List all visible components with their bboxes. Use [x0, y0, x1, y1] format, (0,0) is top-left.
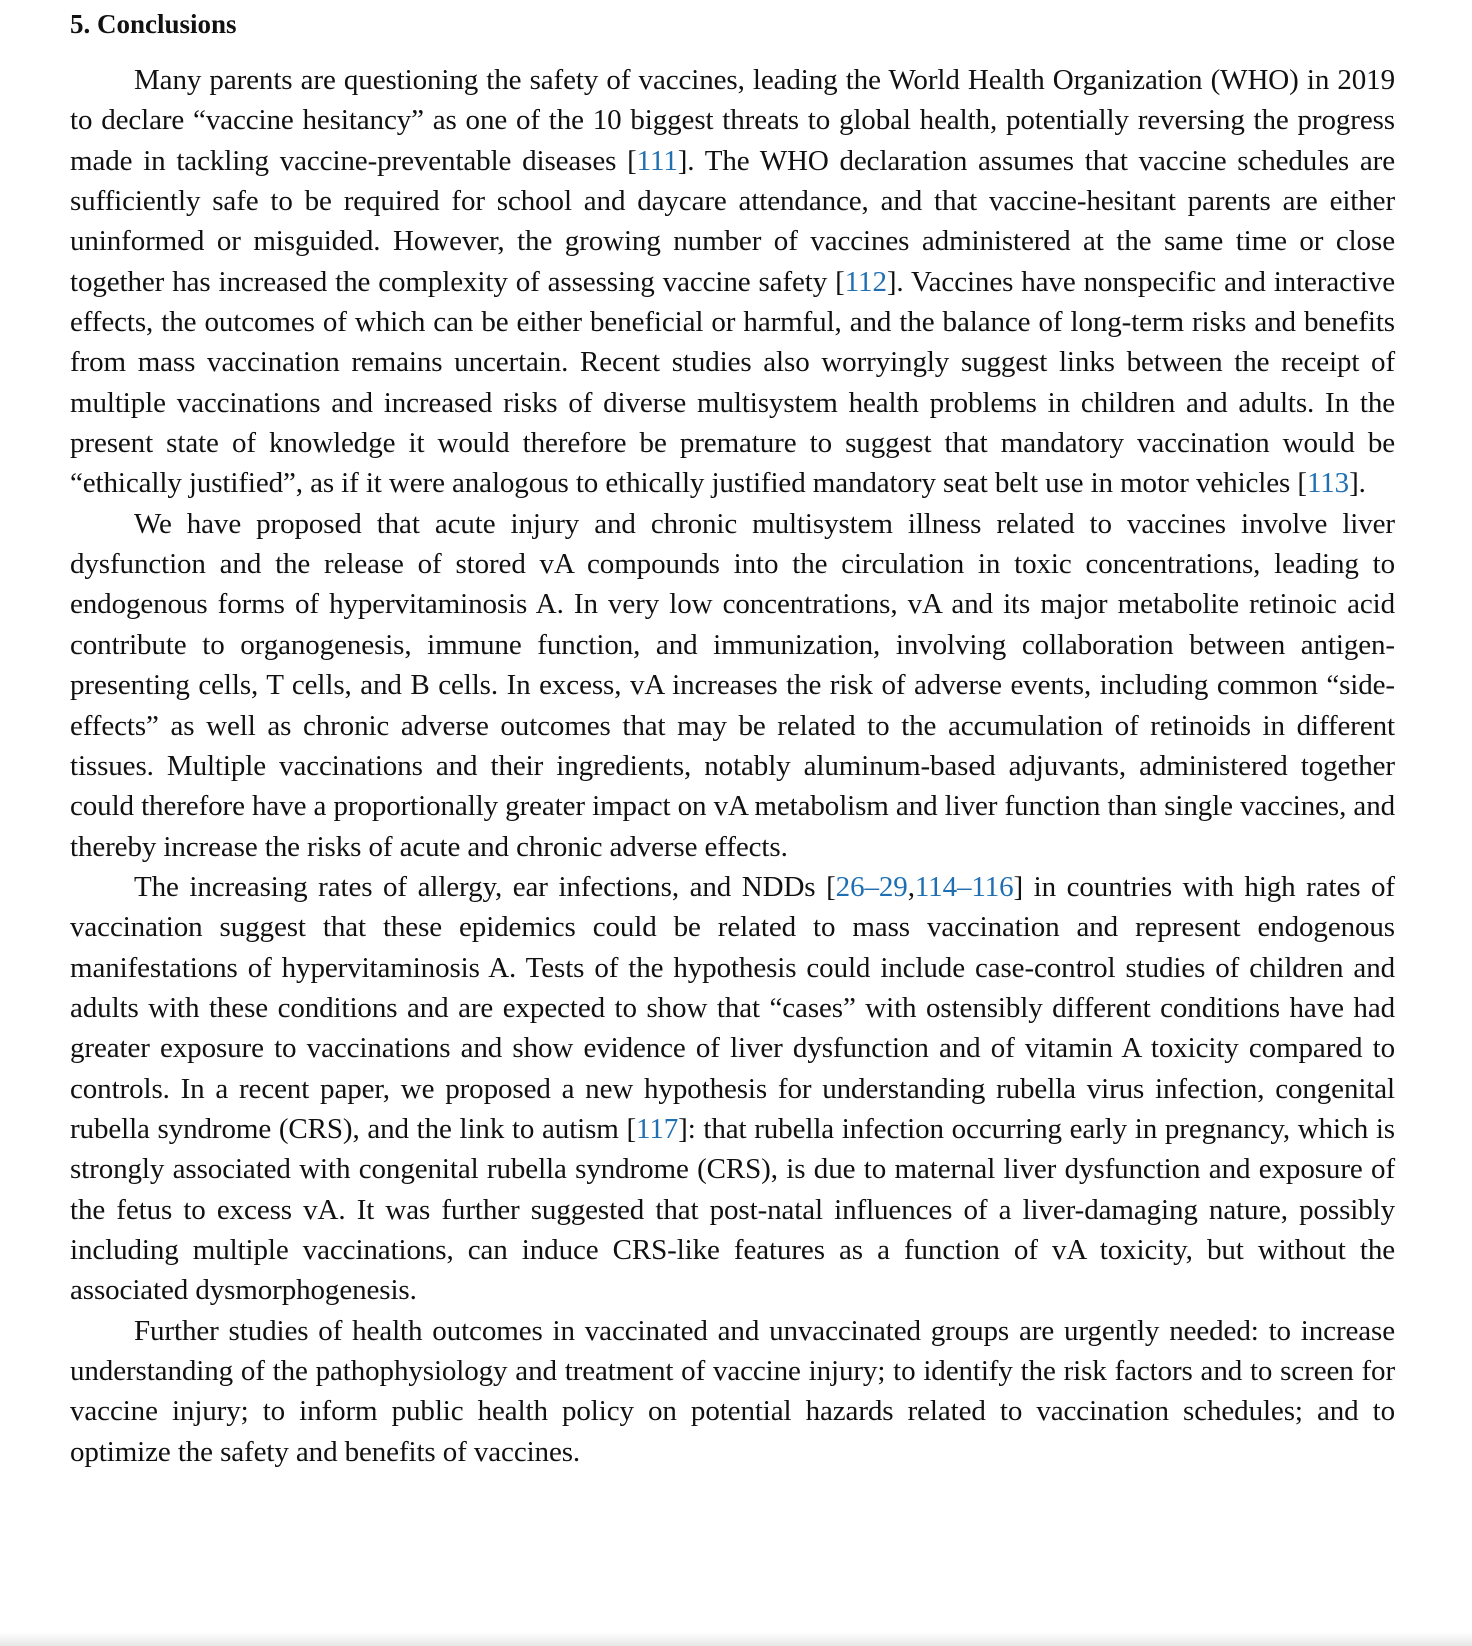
paragraph-text: We have proposed that acute injury and chronic multisystem illness related to vaccines involve liver dysfunction and the release of stored vA compounds into the circulation in toxic concentrations, leading to endogenous forms of hypervitaminosis A. In very low concentrations, vA and its major metabolite retinoic acid contribute to organogenesis, immune function, and immunization, involving collaboration between antigen-presenting cells, T cells, and B cells. In excess, vA increases the risk of adverse events, including common “side-effects” as well as chronic adverse outcomes that may be related to the accumulation of retinoids in different tissues. Multiple vaccinations and their ingredients, notably aluminum-based adjuvants, administered together could therefore have a proportionally greater impact on vA metabolism and liver function than single vaccines, and thereby increase the risks of acute and chronic adverse effects.: [70, 507, 1395, 863]
citation-link[interactable]: 111: [636, 144, 678, 177]
paragraph: [70, 1311, 1395, 1472]
document-page: [70, 4, 1395, 1472]
citation-link[interactable]: 114–116: [914, 870, 1014, 903]
paragraph-text: ].: [1349, 467, 1366, 500]
citation-link[interactable]: 26–29: [835, 870, 908, 903]
paragraph-text: Further studies of health outcomes in vaccinated and unvaccinated groups are urgently needed: to increase understanding of the pathophysiology and treatment of vaccine injury; to identify the risk factors and to screen for vaccine injury; to inform public health policy on potential hazards related to vaccination schedules; and to optimize the safety and benefits of vaccines.: [70, 1314, 1395, 1468]
paragraph-text: The increasing rates of allergy, ear infections, and NDDs [: [134, 870, 836, 903]
page-bottom-shadow: [0, 1632, 1472, 1646]
section-title: 5. Conclusions: [70, 9, 237, 39]
citation-link[interactable]: 112: [844, 265, 887, 298]
paragraph-text: ,: [907, 870, 915, 903]
paragraph-text: ] in countries with high rates of vaccination suggest that these epidemics could be related to mass vaccination and represent endogenous manifestations of hypervitaminosis A. Tests of the hypothesis could include case-control studies of children and adults with these conditions and are expected to show that “cases” with ostensibly different conditions have had greater exposure to vaccinations and show evidence of liver dysfunction and of vitamin A toxicity compared to controls. In a recent paper, we proposed a new hypothesis for understanding rubella virus infection, congenital rubella syndrome (CRS), and the link to autism [: [70, 870, 1395, 1145]
paragraph-text: ]. Vaccines have nonspecific and interactive effects, the outcomes of which can be either beneficial or harmful, and the balance of long-term risks and benefits from mass vaccination remains uncertain. Recent studies also worryingly suggest links between the receipt of multiple vaccinations and increased risks of diverse multisystem health problems in children and adults. In the present state of knowledge it would therefore be premature to suggest that mandatory vaccination would be “ethically justified”, as if it were analogous to ethically justified mandatory seat belt use in motor vehicles [: [70, 265, 1395, 500]
paragraph-text: ]. The WHO declaration assumes that vaccine schedules are sufficiently safe to be required for school and daycare attendance, and that vaccine-hesitant parents are either uninformed or misguided. However, the growing number of vaccines administered at the same time or close together has increased the complexity of assessing vaccine safety [: [70, 144, 1395, 298]
paragraph-text: ]: that rubella infection occurring early in pregnancy, which is strongly associated with congenital rubella syndrome (CRS), is due to maternal liver dysfunction and exposure of the fetus to excess vA. It was further suggested that post-natal influences of a liver-damaging nature, possibly including multiple vaccinations, can induce CRS-like features as a function of vA toxicity, but without the associated dysmorphogenesis.: [70, 1112, 1395, 1307]
paragraph: [70, 867, 1395, 1311]
section-body: [70, 60, 1395, 1472]
paragraph: [70, 60, 1395, 504]
citation-link[interactable]: 117: [636, 1112, 679, 1145]
paragraph: [70, 504, 1395, 867]
citation-link[interactable]: 113: [1306, 467, 1350, 500]
paragraph-text: Many parents are questioning the safety of vaccines, leading the World Health Organization (WHO) in 2019 to declare “vaccine hesitancy” as one of the 10 biggest threats to global health, potentially reversing the progress made in tackling vaccine-preventable diseases [: [70, 64, 1395, 177]
